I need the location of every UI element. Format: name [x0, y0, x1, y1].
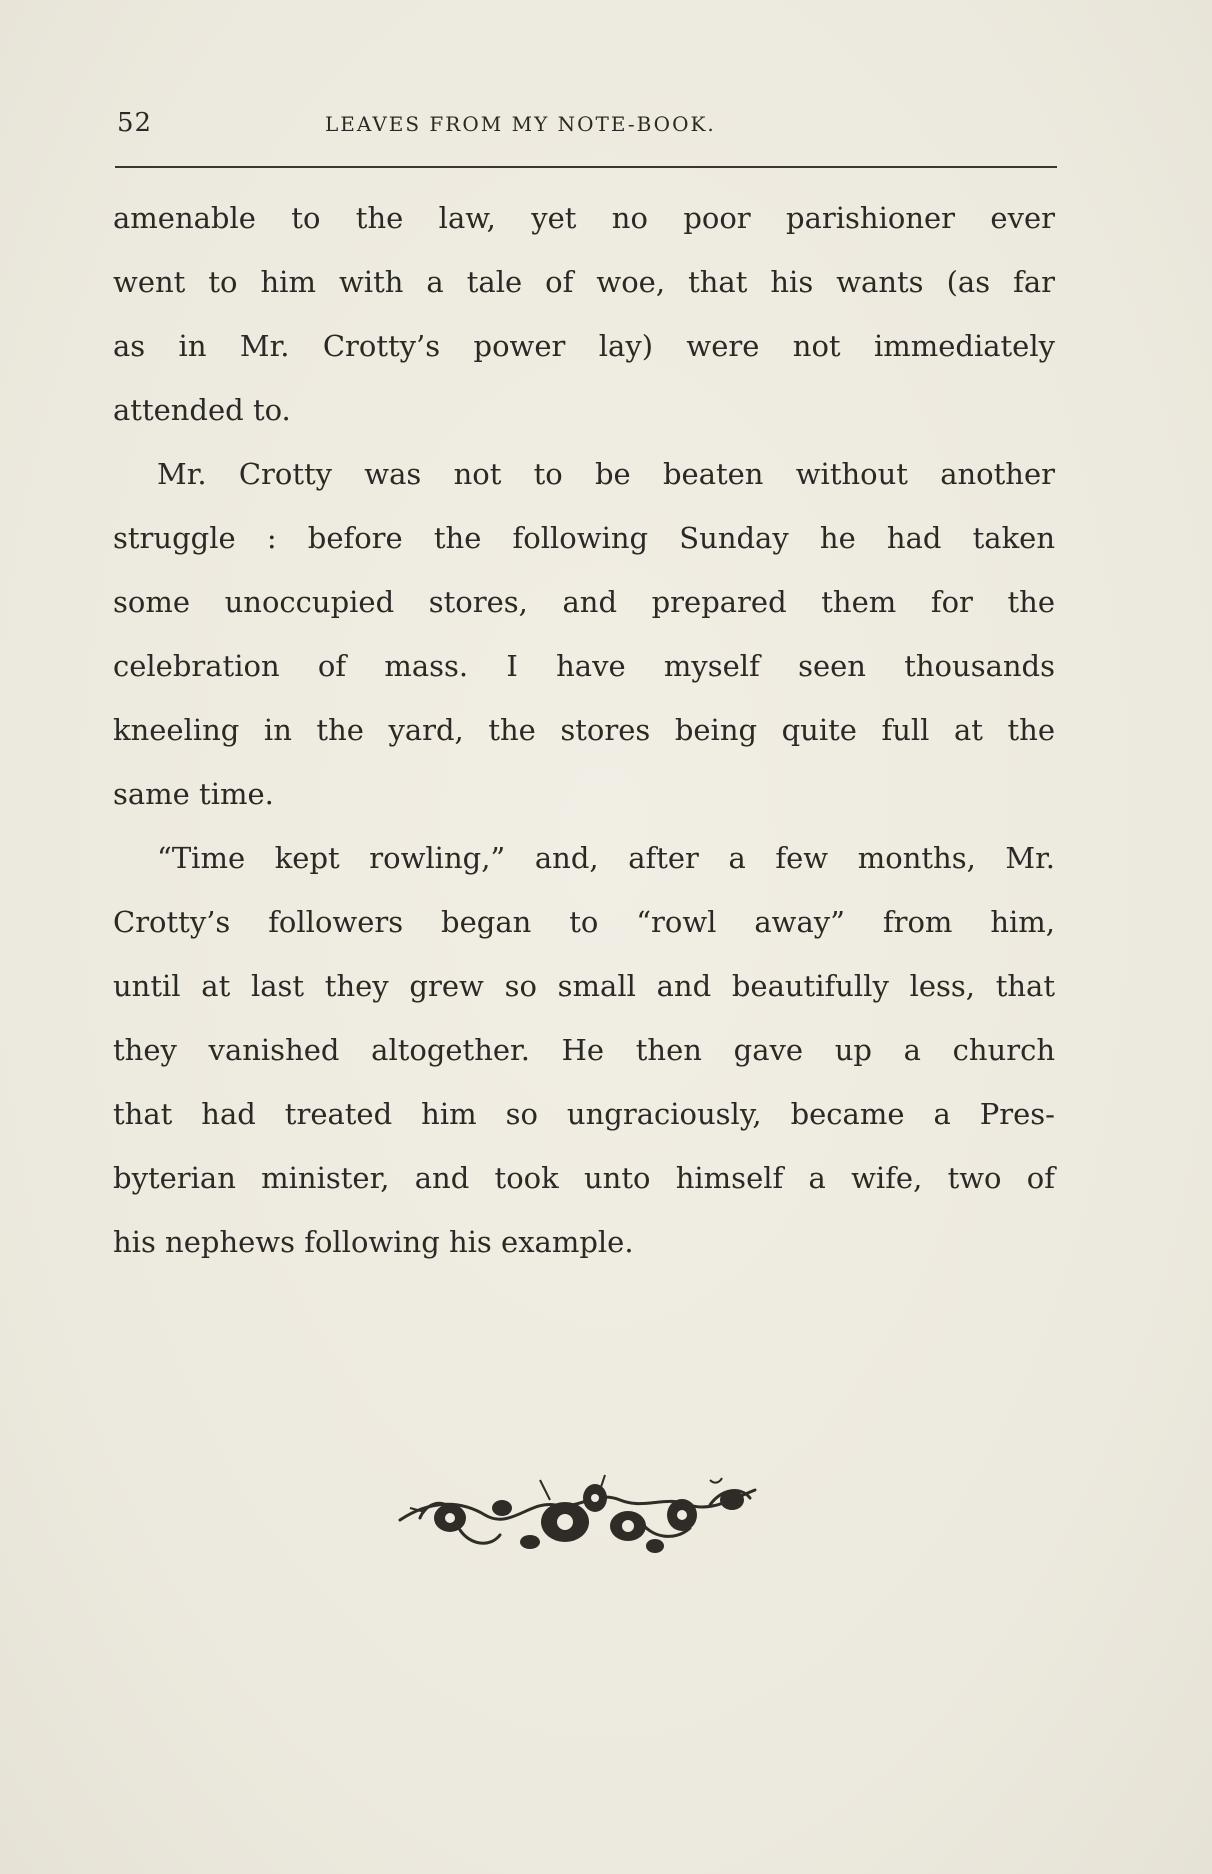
header-rule: [115, 166, 1057, 168]
text-line: celebration of mass. I have myself seen thousands: [113, 649, 1055, 683]
text-line: kneeling in the yard, the stores being quite full at the: [113, 713, 1055, 747]
body-text: [113, 193, 1055, 1281]
running-head: LEAVES FROM MY NOTE-BOOK.: [325, 112, 716, 136]
text-line: struggle : before the following Sunday he had taken: [113, 521, 1055, 555]
text-line: until at last they grew so small and beautifully less, that: [113, 969, 1055, 1003]
text-line: byterian minister, and took unto himself a wife, two of: [113, 1161, 1055, 1195]
text-line: amenable to the law, yet no poor parishioner ever: [113, 201, 1055, 235]
text-line: that had treated him so ungraciously, became a Pres-: [113, 1097, 1055, 1131]
text-line: went to him with a tale of woe, that his wants (as far: [113, 265, 1055, 299]
text-line: as in Mr. Crotty’s power lay) were not immediately: [113, 329, 1055, 363]
text-line: they vanished altogether. He then gave up a church: [113, 1033, 1055, 1067]
text-line: attended to.: [113, 393, 291, 427]
page-number: 52: [117, 108, 153, 138]
paragraph-start-line: “Time kept rowling,” and, after a few months, Mr.: [157, 841, 1055, 875]
floral-tailpiece-ornament: [390, 1460, 770, 1560]
text-line: same time.: [113, 777, 274, 811]
paragraph-start-line: Mr. Crotty was not to be beaten without another: [157, 457, 1055, 491]
text-line: his nephews following his example.: [113, 1225, 634, 1259]
text-line: Crotty’s followers began to “rowl away” from him,: [113, 905, 1055, 939]
text-line: some unoccupied stores, and prepared them for the: [113, 585, 1055, 619]
page-header: [115, 108, 1057, 148]
